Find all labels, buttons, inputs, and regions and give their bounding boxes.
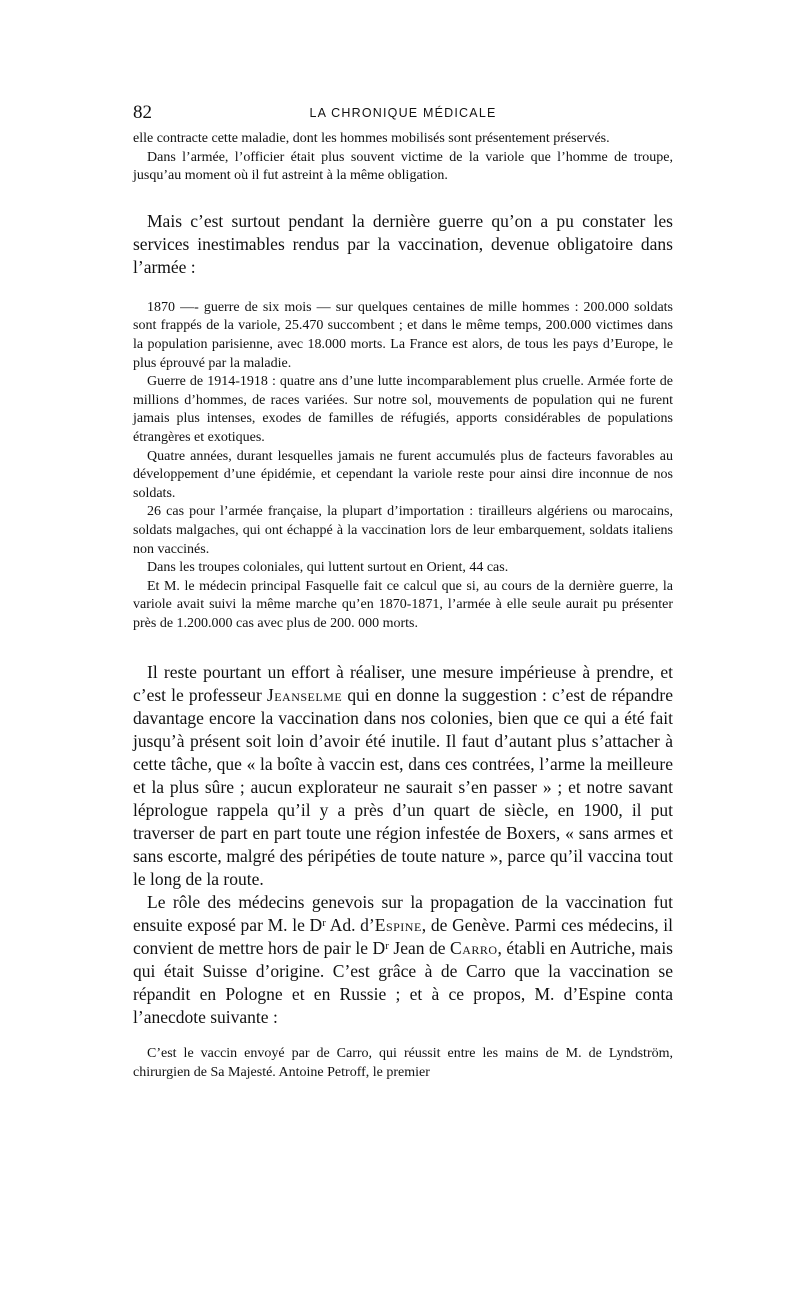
text-run: , établi en Autriche, mais qui était Suisse d’origine. C’est grâce à de Carro que la vaccination se répandit en Pologne et en Russie ; et à ce propos, M. d’Espine conta l’anecdote suivante : <box>133 938 673 1028</box>
paragraph <box>133 661 673 891</box>
paragraph: Dans les troupes coloniales, qui luttent surtout en Orient, 44 cas. <box>147 560 509 576</box>
author-name: Espine <box>374 915 422 936</box>
text-run: Il reste pourtant un effort à réaliser, une mesure impérieuse à prendre, et c’est le professeur <box>133 662 673 706</box>
section-colonies <box>133 661 673 1029</box>
text-run: Le rôle des médecins genevois sur la propagation de la vaccination fut ensuite exposé par M. le Dʳ Ad. d’ <box>133 892 673 936</box>
section-statistics <box>133 299 673 634</box>
running-header <box>133 100 673 128</box>
paragraph: Guerre de 1914-1918 : quatre ans d’une lutte incomparablement plus cruelle. Armée forte de millions d’hommes, de races variées. Sur notre sol, mouvements de population qui ne furent jamais plus intenses, exodes de familles de réfugiés, apports considérables de populations étrangères et exotiques. <box>133 374 673 445</box>
page <box>133 100 673 1083</box>
page-number: 82 <box>133 102 152 123</box>
paragraph: Et M. le médecin principal Fasquelle fait ce calcul que si, au cours de la dernière guerre, la variole avait suivi la même marche qu’en 1870-1871, l’armée à elle seule aurait pu présenter près de 1.200.000 cas avec plus de 200. 000 morts. <box>133 578 673 631</box>
text-run: , de Genève. Parmi ces médecins, il convient de mettre hors de pair le Dʳ Jean de <box>133 915 674 959</box>
paragraph: Dans l’armée, l’officier était plus souvent victime de la variole que l’homme de troupe, jusqu’au moment où il fut astreint à la même obligation. <box>133 149 673 184</box>
paragraph: 1870 —- guerre de six mois — sur quelques centaines de mille hommes : 200.000 soldats sont frappés de la variole, 25.470 succombent ; et dans le même temps, 200.000 victimes dans la population parisienne, avec 18.000 morts. La France est alors, de tous les pays d’Europe, le plus éprouvé par la maladie. <box>133 299 673 371</box>
paragraph: 26 cas pour l’armée française, la plupart d’importation : tirailleurs algériens ou marocains, soldats malgaches, qui ont échappé à la vaccination lors de leur embarquement, soldats italiens non vaccinés. <box>133 504 673 557</box>
paragraph: Mais c’est surtout pendant la dernière guerre qu’on a pu constater les services inestimables rendus par la vaccination, devenue obligatoire dans l’armée : <box>133 210 673 277</box>
paragraph: Quatre années, durant lesquelles jamais ne furent accumulés plus de facteurs favorables au développement d’une épidémie, et cependant la variole reste pour ainsi dire inconnue de nos soldats. <box>133 448 673 501</box>
section-anecdote <box>133 1045 673 1082</box>
section-war-statement <box>133 210 673 279</box>
author-name: Jeanselme <box>266 685 343 706</box>
text-run: qui en donne la suggestion : c’est de répandre davantage encore la vaccination dans nos colonies, bien que ce qui a été fait jusqu’à présent soit loin d’avoir été inutile. Il faut d’autant plus s’attacher à cette tâche, que « la boîte à vaccin est, dans ces contrées, l’arme la meilleure et la plus sûre ; aucun explorateur ne saurait s’en passer » ; et notre savant léprologue rappela qu’il y a près d’un quart de siècle, en 1900, il put traverser de part en part toute une région infestée de Boxers, « sans armes et sans escorte, malgré des péripéties de toute nature », parce qu’il vaccina tout le long de la route. <box>133 685 673 890</box>
section-intro <box>133 130 673 186</box>
paragraph <box>133 891 673 1029</box>
running-title: LA CHRONIQUE MÉDICALE <box>309 106 497 120</box>
paragraph: elle contracte cette maladie, dont les hommes mobilisés sont présentement préservés. <box>133 131 610 146</box>
author-name: Carro <box>450 938 498 959</box>
paragraph: C’est le vaccin envoyé par de Carro, qui réussit entre les mains de M. de Lyndström, chirurgien de Sa Majesté. Antoine Petroff, le premier <box>133 1046 673 1081</box>
